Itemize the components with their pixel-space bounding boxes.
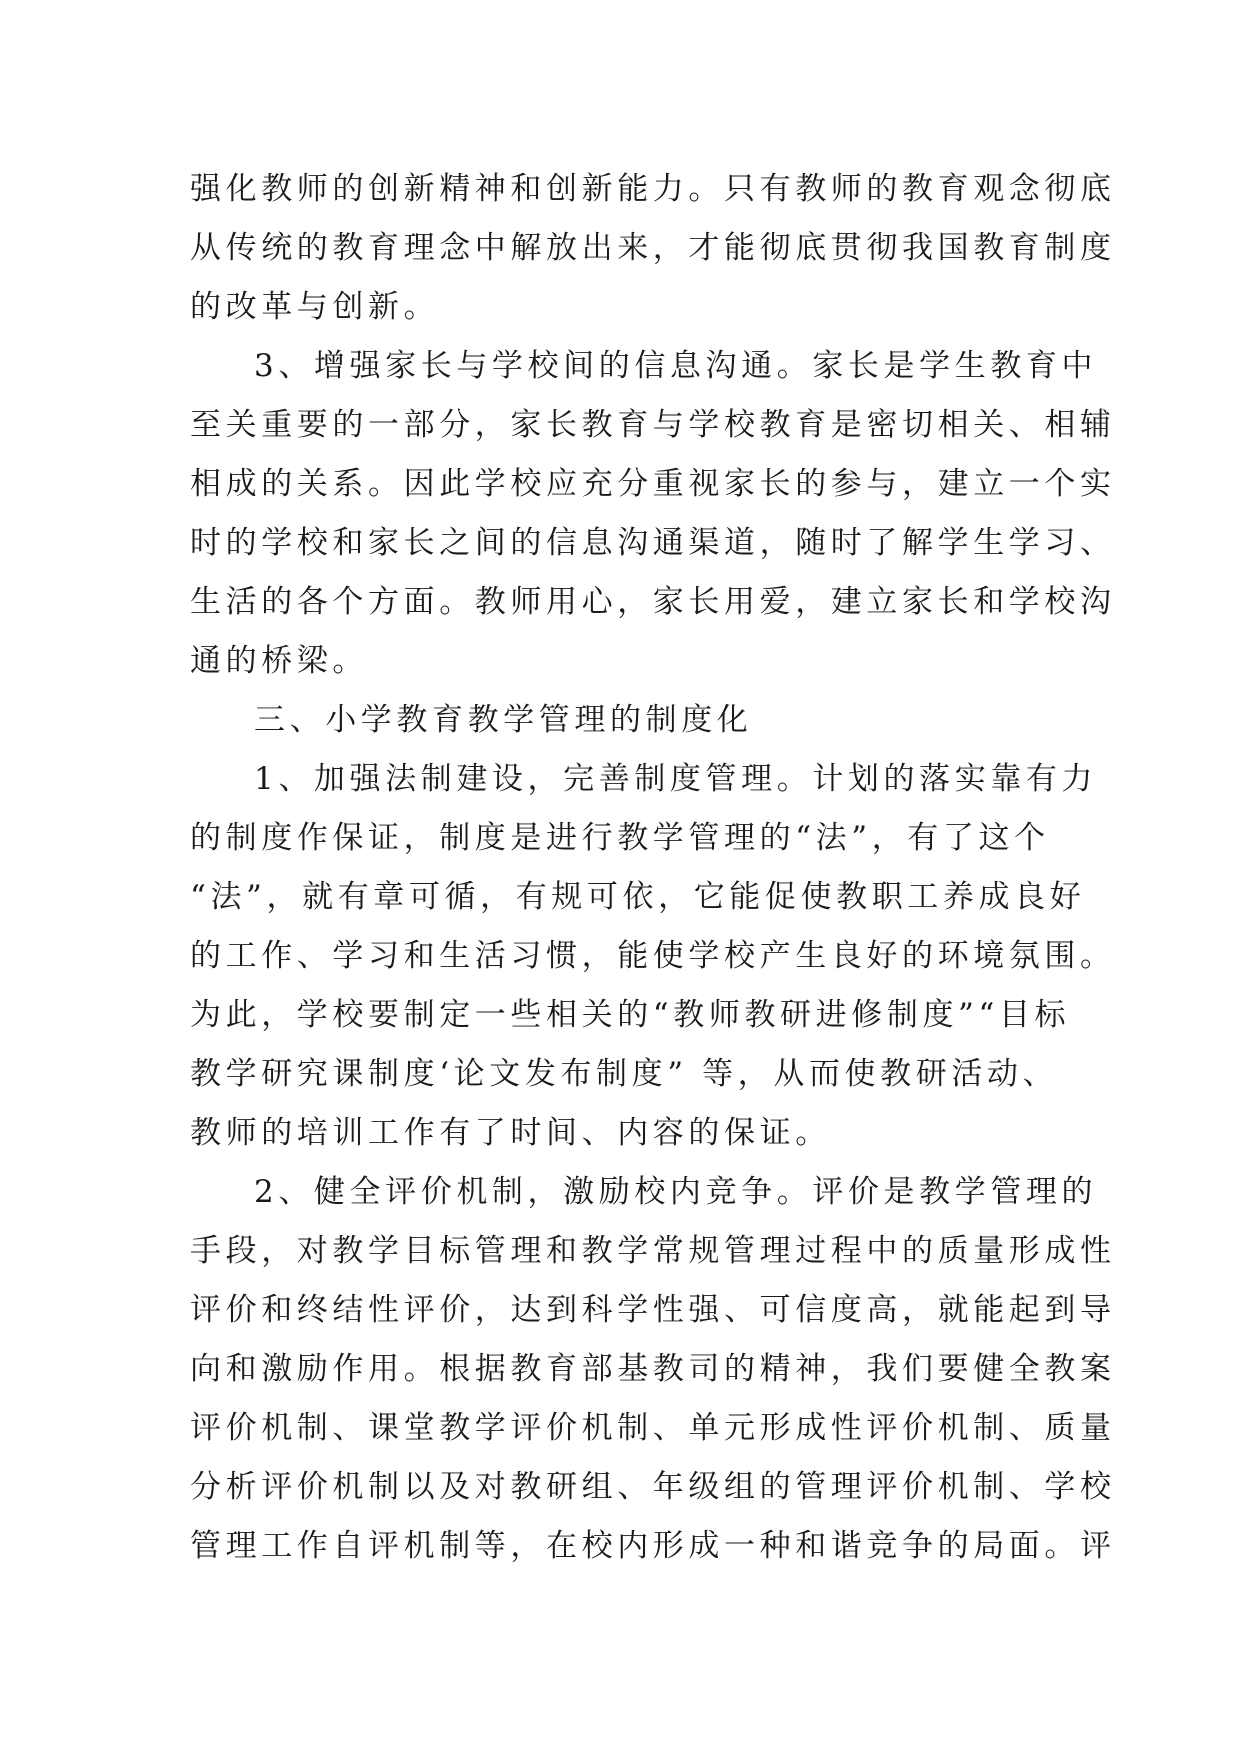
text-line: 的工作、学习和生活习惯，能使学校产生良好的环境氛围。 (190, 938, 1116, 974)
text-line: 向和激励作用。根据教育部基教司的精神，我们要健全教案 (190, 1351, 1116, 1387)
text-line: 强化教师的创新精神和创新能力。只有教师的教育观念彻底 (190, 171, 1116, 207)
text-line: 评价机制、课堂教学评价机制、单元形成性评价机制、质量 (190, 1410, 1116, 1446)
text-line: 通的桥梁。 (190, 643, 368, 679)
paragraph-first-line: 三、小学教育教学管理的制度化 (254, 702, 753, 738)
text-line: 生活的各个方面。教师用心，家长用爱，建立家长和学校沟 (190, 584, 1116, 620)
paragraph-first-line: 2、健全评价机制，激励校内竞争。评价是教学管理的 (254, 1174, 1098, 1210)
document-body (190, 160, 1116, 1576)
text-line: 手段，对教学目标管理和教学常规管理过程中的质量形成性 (190, 1233, 1116, 1269)
text-line: 教学研究课制度‘论文发布制度” 等，从而使教研活动、 (190, 1056, 1059, 1092)
text-line: 评价和终结性评价，达到科学性强、可信度高，就能起到导 (190, 1292, 1116, 1328)
paragraph-first-line: 1、加强法制建设，完善制度管理。计划的落实靠有力 (254, 761, 1098, 797)
text-line: 从传统的教育理念中解放出来，才能彻底贯彻我国教育制度 (190, 230, 1116, 266)
paragraph-first-line: 3、增强家长与学校间的信息沟通。家长是学生教育中 (254, 348, 1098, 384)
text-line: 时的学校和家长之间的信息沟通渠道，随时了解学生学习、 (190, 525, 1116, 561)
text-line: 至关重要的一部分，家长教育与学校教育是密切相关、相辅 (190, 407, 1116, 443)
text-line: 相成的关系。因此学校应充分重视家长的参与，建立一个实 (190, 466, 1116, 502)
text-line: 为此，学校要制定一些相关的“教师教研进修制度”“目标 (190, 997, 1071, 1033)
text-line: 的改革与创新。 (190, 289, 440, 325)
text-line: 分析评价机制以及对教研组、年级组的管理评价机制、学校 (190, 1469, 1116, 1505)
text-line: 管理工作自评机制等，在校内形成一种和谐竞争的局面。评 (190, 1528, 1116, 1564)
text-line: 教师的培训工作有了时间、内容的保证。 (190, 1115, 831, 1151)
text-line: “法”，就有章可循，有规可依，它能促使教职工养成良好 (190, 879, 1086, 915)
text-line: 的制度作保证，制度是进行教学管理的“法”，有了这个 (190, 820, 1050, 856)
